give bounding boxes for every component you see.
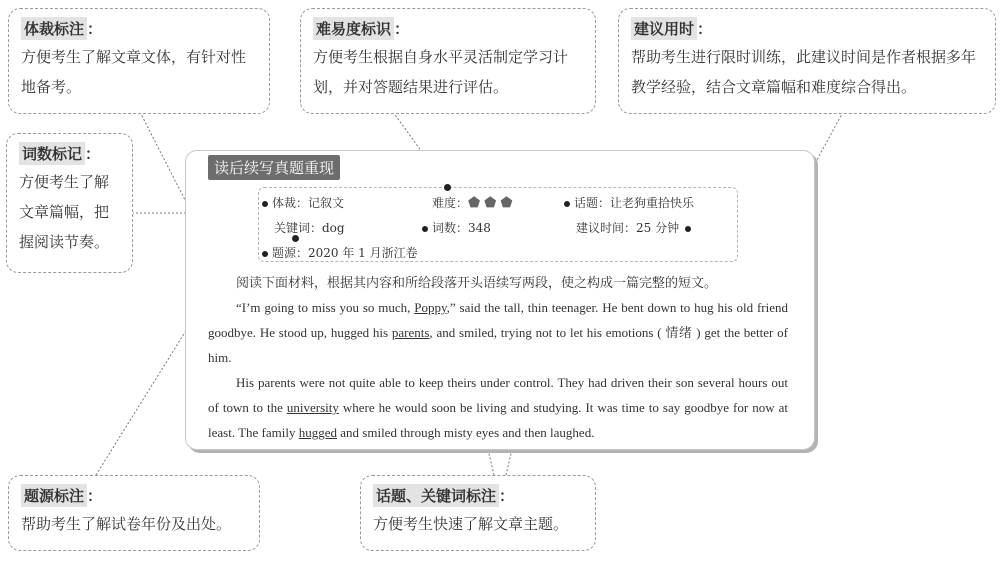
keyword-underline: hugged [298, 425, 338, 440]
callout-wordcount [6, 133, 133, 273]
meta-topic-text: 话题：让老狗重拾快乐 [574, 196, 695, 210]
meta-genre [262, 194, 344, 211]
callout-body: 帮助考生进行限时训练，此建议时间是作者根据多年教学经验，结合文章篇幅和难度综合得出。 [631, 48, 977, 96]
bullet-dot [564, 201, 570, 207]
callout-source [8, 475, 260, 551]
paragraph-2: His parents were not quite able to keep theirs under control. They had driven their son several hours out of town to the university where he would soon be living and studying. It was time to say goodbye for now at least. The family hugged and smiled through misty eyes and then laughed. [208, 375, 788, 440]
meta-topic [564, 194, 694, 211]
callout-body: 方便考生了解文章篇幅，把握阅读节奏。 [19, 173, 110, 251]
callout-title: 话题、关键词标注 [373, 484, 499, 507]
bullet-dot [685, 226, 691, 232]
callout-difficulty [300, 8, 596, 114]
card-title: 读后续写真题重现 [208, 155, 340, 180]
callout-body: 方便考生了解文章文体，有针对性地备考。 [21, 48, 247, 96]
callout-title: 建议用时 [631, 17, 697, 40]
callout-body: 方便考生根据自身水平灵活制定学习计划，并对答题结果进行评估。 [313, 48, 569, 96]
meta-keywords-text: 关键词：dog [274, 221, 345, 235]
anchor-dot [292, 235, 299, 242]
callout-title: 词数标记 [19, 142, 85, 165]
difficulty-stars: ⬟⬟⬟ [468, 195, 517, 211]
callout-title: 难易度标识 [313, 17, 394, 40]
callout-body: 帮助考生了解试卷年份及出处。 [21, 515, 232, 533]
meta-difficulty-label: 难度： [432, 196, 469, 210]
keyword-underline: Poppy [414, 300, 447, 315]
callout-genre [8, 8, 270, 114]
callout-title: 体裁标注 [21, 17, 87, 40]
meta-keywords [274, 219, 345, 236]
callout-colon: ： [87, 20, 103, 38]
callout-colon: ： [697, 20, 713, 38]
bullet-dot [262, 201, 268, 207]
bullet-dot [422, 226, 428, 232]
keyword-underline: parents [391, 325, 430, 340]
bullet-dot [262, 251, 268, 257]
callout-colon: ： [499, 487, 515, 505]
callout-body: 方便考生快速了解文章主题。 [373, 515, 569, 533]
callout-colon: ： [87, 487, 103, 505]
meta-genre-text: 体裁：记叙文 [272, 196, 345, 210]
paragraph-1: “I’m going to miss you so much, Poppy,” said the tall, thin teenager. He bent down to hug his old friend goodbye. He stood up, hugged his parents, and smiled, trying not to let his emotions ( 情绪 ) get the better of him. [208, 300, 789, 365]
anchor-dot [444, 184, 451, 191]
meta-time [576, 219, 695, 236]
callout-colon: ： [85, 145, 101, 163]
callout-title: 题源标注 [21, 484, 87, 507]
meta-wordcount-text: 词数：348 [432, 221, 491, 235]
meta-time-text: 建议时间：25 分钟 [576, 221, 680, 235]
instruction-text: 阅读下面材料，根据其内容和所给段落开头语续写两段，使之构成一篇完整的短文。 [236, 275, 718, 290]
meta-difficulty [432, 194, 517, 211]
callout-time [618, 8, 996, 114]
keyword-underline: university [286, 400, 339, 415]
callout-topic [360, 475, 596, 551]
callout-colon: ： [394, 20, 410, 38]
meta-source [262, 244, 418, 261]
meta-source-text: 题源：2020 年 1 月浙江卷 [272, 246, 418, 260]
meta-wordcount [422, 219, 491, 236]
